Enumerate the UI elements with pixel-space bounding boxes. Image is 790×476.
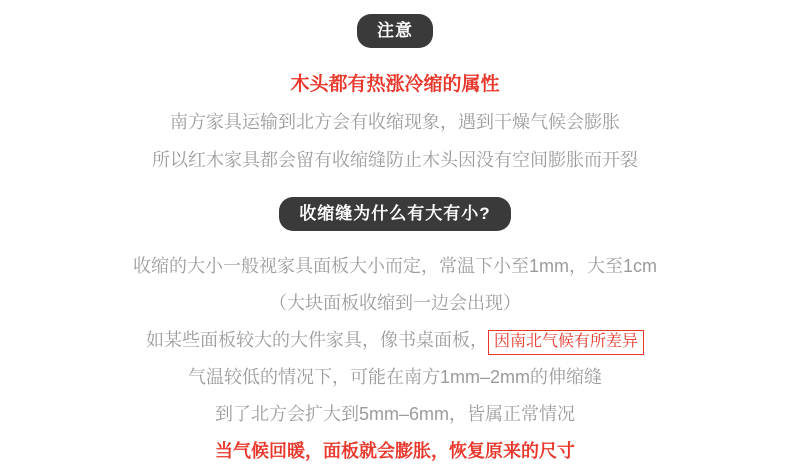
question-tail-line-2: 到了北方会扩大到5mm–6mm，皆属正常情况 [214, 403, 575, 424]
question-tail-line-1: 气温较低的情况下，可能在南方1mm–2mm的伸缩缝 [187, 367, 602, 387]
notice-badge: 注意 [357, 14, 433, 48]
question-mixed-line [133, 327, 657, 355]
notice-badge-wrap [357, 14, 433, 48]
question-mixed-line-boxed: 因南北气候有所差异 [488, 330, 644, 355]
question-body [133, 253, 657, 465]
notice-headline: 木头都有热涨冷缩的属性 [290, 74, 500, 95]
notice-line-1: 南方家具运输到北方会有收缩现象，遇到干燥气候会膨胀 [170, 112, 620, 133]
notice-body [152, 70, 638, 175]
question-badge-wrap [279, 197, 510, 231]
question-mixed-line-gray: 如某些面板较大的大件家具，像书桌面板， [145, 330, 488, 350]
question-conclusion: 当气候回暖，面板就会膨胀，恢复原来的尺寸 [214, 440, 575, 461]
question-badge: 收缩缝为什么有大有小? [279, 197, 510, 231]
notice-line-2: 所以红木家具都会留有收缩缝防止木头因没有空间膨胀而开裂 [152, 150, 638, 171]
question-line-1: 收缩的大小一般视家具面板大小而定，常温下小至1mm，大至1cm [132, 256, 657, 277]
question-line-2: （大块面板收缩到一边会出现） [268, 293, 521, 314]
